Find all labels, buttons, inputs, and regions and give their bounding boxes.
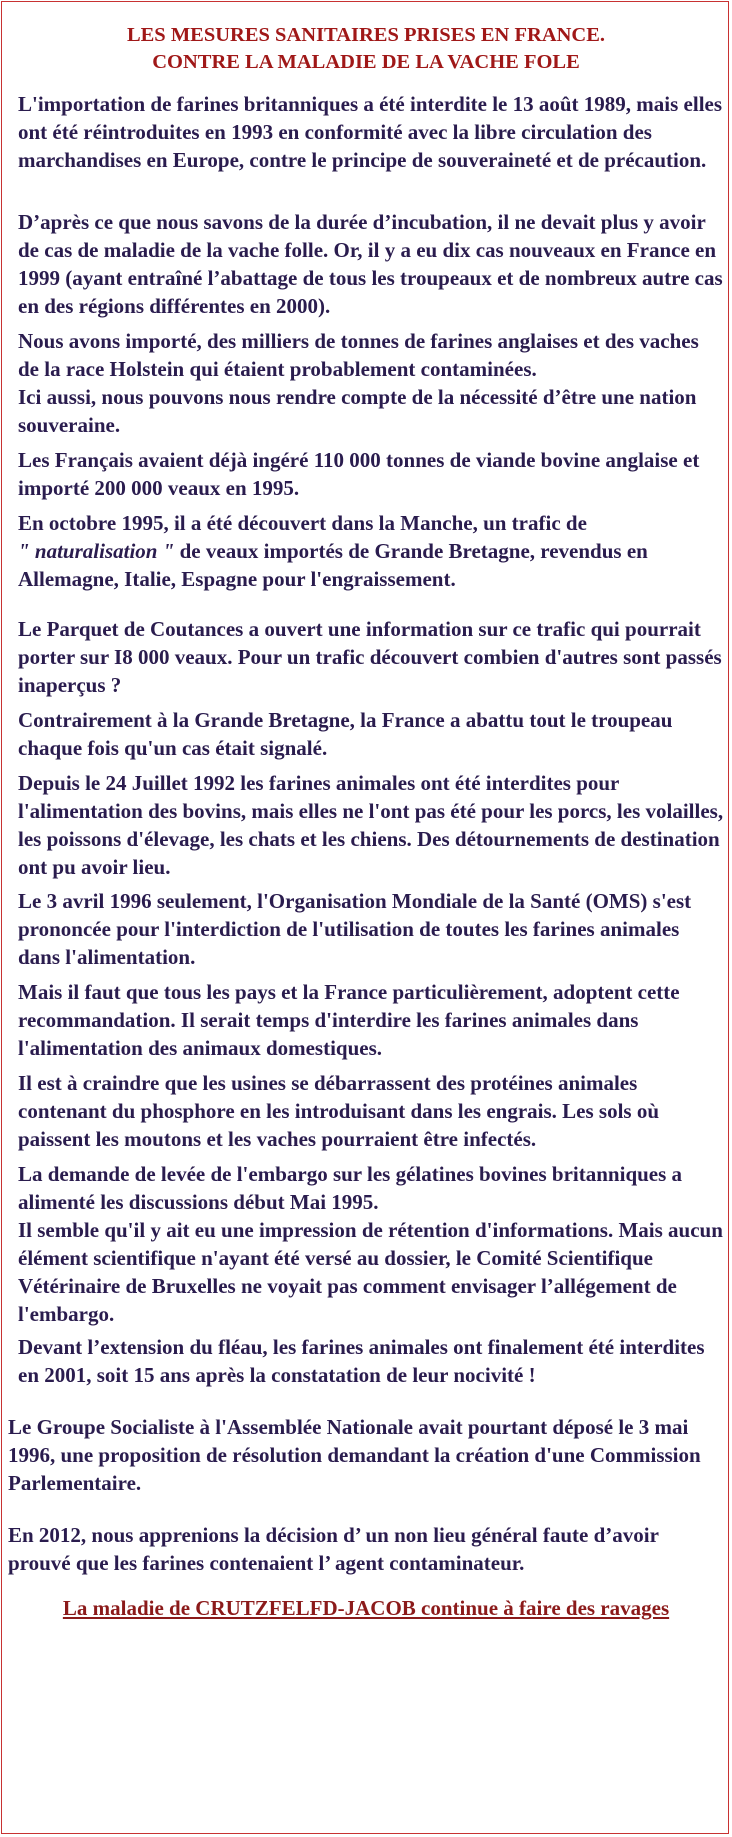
title-line-1: LES MESURES SANITAIRES PRISES EN FRANCE. xyxy=(126,24,606,46)
title-line-2: CONTRE LA MALADIE DE LA VACHE FOLE xyxy=(152,51,580,73)
paragraph-imports-holstein xyxy=(18,327,724,439)
trafic-text-before: En octobre 1995, il a été découvert dans la Manche, un trafic de xyxy=(18,511,587,535)
paragraph-imports-text: Nous avons importé, des milliers de tonnes de farines anglaises et des vaches de la race Holstein qui étaient probablement contaminées. xyxy=(18,329,699,381)
paragraph-interdiction-1992: Depuis le 24 Juillet 1992 les farines animales ont été interdites pour l'alimentation des bovins, mais elles ne l'ont pas été pour les porcs, les volailles, les poissons d'élevage, les chats et les chiens. Des détournements de destination ont pu avoir lieu. xyxy=(18,771,724,879)
paragraph-interdiction-2001: Devant l’extension du fléau, les farines animales ont finalement été interdites en 2001, soit 15 ans après la constatation de leur nocivité ! xyxy=(18,1335,705,1387)
page-title xyxy=(2,22,730,76)
embargo-text-1: La demande de levée de l'embargo sur les gélatines bovines britanniques a alimenté les discussions début Mai 1995. xyxy=(18,1162,683,1214)
paragraph-abattage-troupeau: Contrairement à la Grande Bretagne, la France a abattu tout le troupeau chaque fois qu'un cas était signalé. xyxy=(18,708,673,760)
trafic-text-after: de veaux importés de Grande Bretagne, revendus en Allemagne, Italie, Espagne pour l'engraissement. xyxy=(18,539,648,591)
closing-line xyxy=(2,1594,730,1622)
paragraph-oms-1996: Le 3 avril 1996 seulement, l'Organisation Mondiale de la Santé (OMS) s'est prononcée pour l'interdiction de l'utilisation de toutes les farines animales dans l'alimentation. xyxy=(18,889,692,969)
paragraph-parquet-coutances: Le Parquet de Coutances a ouvert une information sur ce trafic qui pourrait porter sur I8 000 veaux. Pour un trafic découvert combien d'autres sont passés inaperçus ? xyxy=(18,617,722,697)
creutzfeldt-jacob-link[interactable]: La maladie de CRUTZFELFD-JACOB continue à faire des ravages xyxy=(62,1596,670,1620)
paragraph-recommandation: Mais il faut que tous les pays et la France particulièrement, adoptent cette recommandation. Il serait temps d'interdire les farines animales dans l'alimentation des animaux domestiques. xyxy=(18,980,680,1060)
paragraph-ingestion-1995: Les Français avaient déjà ingéré 110 000 tonnes de viande bovine anglaise et importé 200 000 veaux en 1995. xyxy=(18,448,700,500)
paragraph-incubation: D’après ce que nous savons de la durée d’incubation, il ne devait plus y avoir de cas de maladie de la vache folle. Or, il y a eu dix cas nouveaux en France en 1999 (ayant entraîné l’abattage de tous les troupeaux et de nombreux autre cas en des régions différentes en 2000). xyxy=(18,210,723,318)
paragraph-non-lieu-2012: En 2012, nous apprenions la décision d’ un non lieu général faute d’avoir prouvé que les farines contenaient l’ agent contaminateur. xyxy=(8,1523,659,1575)
paragraph-engrais: Il est à craindre que les usines se débarrassent des protéines animales contenant du phosphore en les introduisant dans les engrais. Les sols où paissent les moutons et les vaches pourraient être infectés. xyxy=(18,1071,660,1151)
naturalisation-term: " naturalisation " xyxy=(18,539,175,563)
page-frame xyxy=(1,1,729,1834)
embargo-text-2: Il semble qu'il y ait eu une impression de rétention d'informations. Mais aucun élément scientifique n'ayant été versé au dossier, le Comité Scientifique Vétérinaire de Bruxelles ne voyait pas comment envisager l’allégement de l'embargo. xyxy=(18,1218,723,1326)
paragraph-embargo-gelatines xyxy=(18,1160,724,1328)
paragraph-souverainete-text: Ici aussi, nous pouvons nous rendre compte de la nécessité d’être une nation souveraine. xyxy=(18,385,697,437)
paragraph-trafic-veaux xyxy=(18,509,724,593)
paragraph-groupe-socialiste: Le Groupe Socialiste à l'Assemblée Nationale avait pourtant déposé le 3 mai 1996, une proposition de résolution demandant la création d'une Commission Parlementaire. xyxy=(8,1415,701,1495)
paragraph-farines-1989: L'importation de farines britanniques a été interdite le 13 août 1989, mais elles ont été réintroduites en 1993 en conformité avec la libre circulation des marchandises en Europe, contre le principe de souveraineté et de précaution. xyxy=(18,92,723,172)
